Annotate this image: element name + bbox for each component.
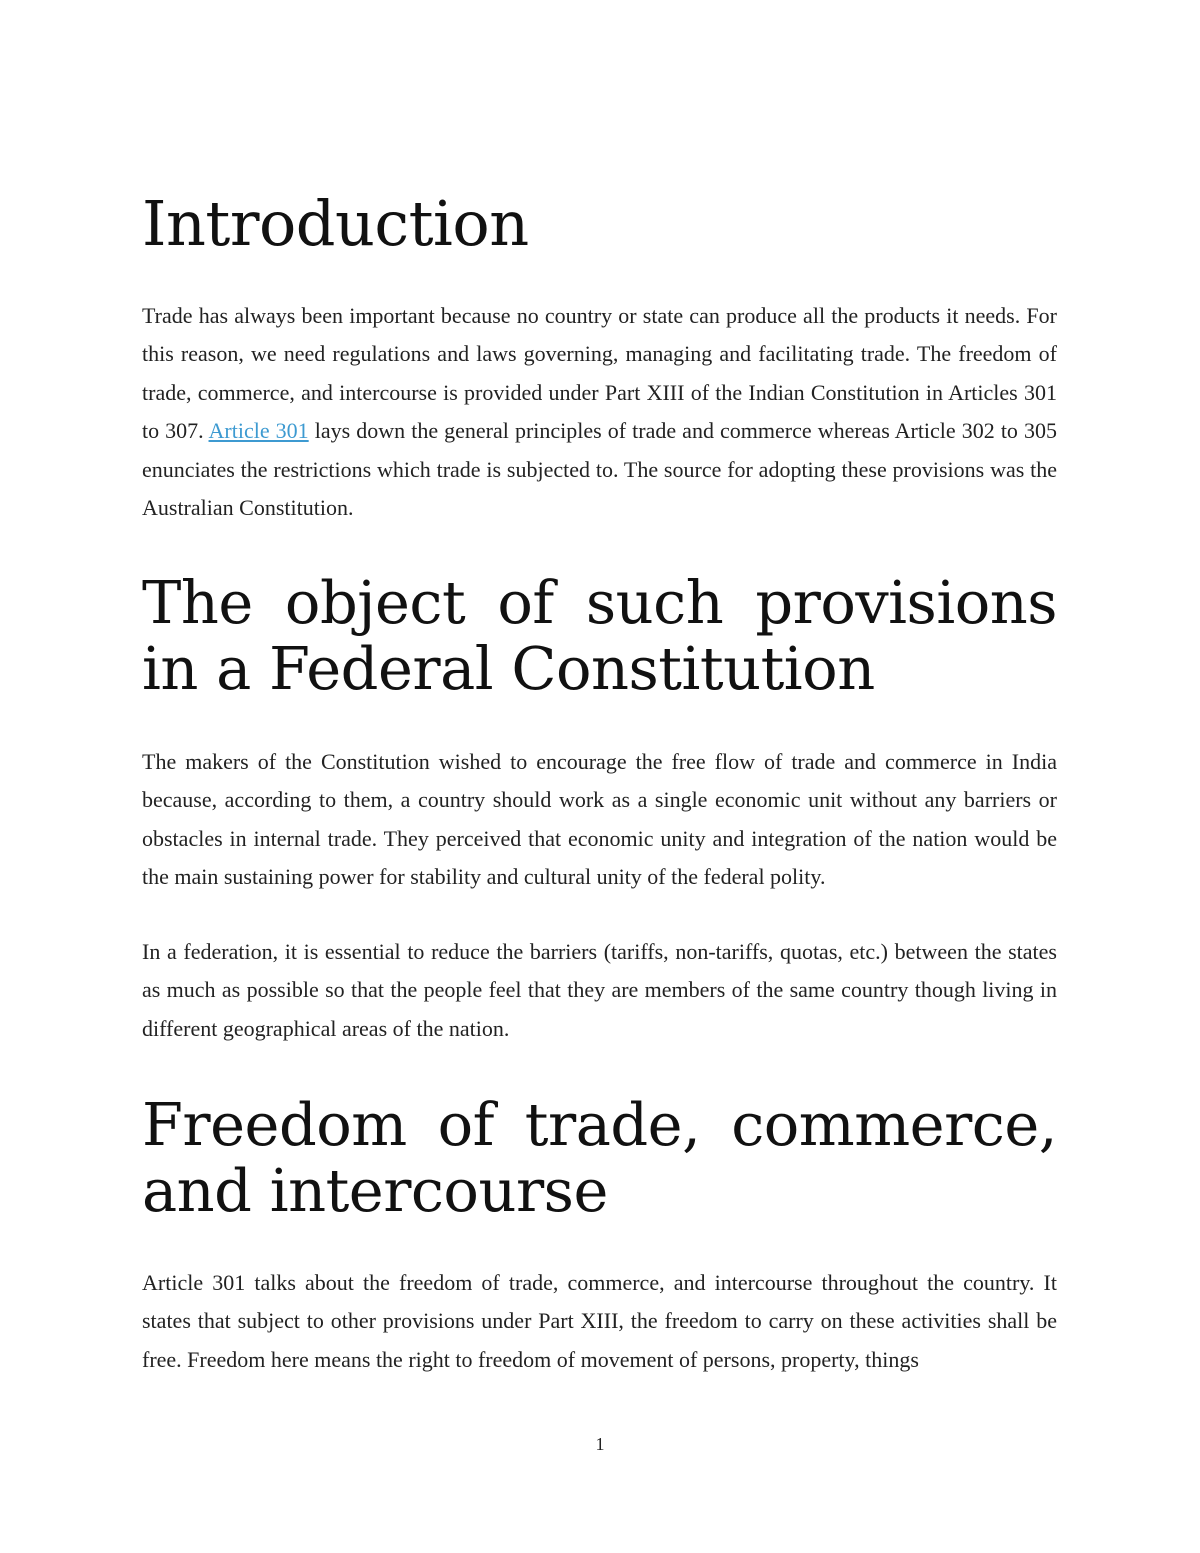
article-301-link[interactable]: Article 301: [208, 418, 309, 444]
paragraph-introduction: [142, 297, 1057, 527]
paragraph-text: lays down the general principles of trade and commerce whereas Article 302 to 305 enunciates the restrictions which trade is subjected to. The source for adopting these provisions was the Australian Constitution.: [142, 418, 1057, 521]
heading-object-of-provisions: The object of such provisions in a Federal Constitution: [142, 568, 1057, 703]
heading-freedom-of-trade: Freedom of trade, commerce, and intercourse: [142, 1090, 1057, 1225]
paragraph-article-301: Article 301 talks about the freedom of trade, commerce, and intercourse throughout the country. It states that subject to other provisions under Part XIII, the freedom to carry on these activities shall be free. Freedom here means the right to freedom of movement of persons, property, things: [142, 1270, 1057, 1372]
heading-introduction: Introduction: [142, 187, 529, 260]
paragraph-text: Trade has always been important because no country or state can produce all the products it needs. For this reason, we need regulations and laws governing, managing and facilitating trade. The freedom of trade, commerce, and intercourse is provided under Part XIII of the Indian Constitution in Articles 301 to 307.: [142, 303, 1057, 444]
paragraph-makers-of-constitution: The makers of the Constitution wished to encourage the free flow of trade and commerce in India because, according to them, a country should work as a single economic unit without any barriers or obstacles in internal trade. They perceived that economic unity and integration of the nation would be the main sustaining power for stability and cultural unity of the federal polity.: [142, 749, 1057, 890]
paragraph-federation-barriers: In a federation, it is essential to reduce the barriers (tariffs, non-tariffs, quotas, etc.) between the states as much as possible so that the people feel that they are members of the same country though living in different geographical areas of the nation.: [142, 939, 1057, 1041]
page-number: 1: [595, 1434, 605, 1454]
